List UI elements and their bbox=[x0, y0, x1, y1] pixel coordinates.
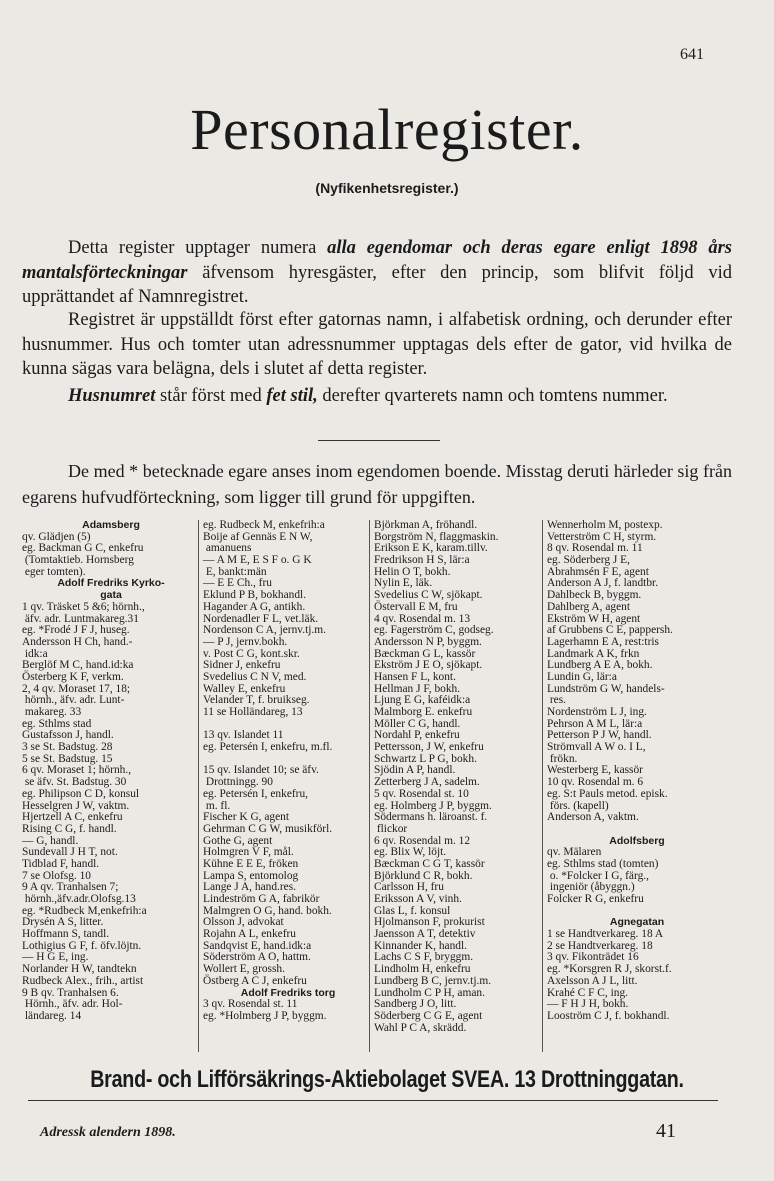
register-entry: Sidner J, enkefru bbox=[203, 659, 281, 672]
register-entry: Björkman A, fröhandl. bbox=[374, 520, 478, 531]
register-entry: Hörnh., äfv. adr. Hol- bbox=[22, 998, 123, 1011]
register-entry: eg. *Holmberg J P, byggm. bbox=[203, 1009, 327, 1022]
street-heading: Adolf Fredriks Kyrko- bbox=[57, 577, 165, 590]
footer-publication: Adressk alendern 1898. bbox=[40, 1125, 176, 1140]
register-entry: Bæckman G L, kassör bbox=[374, 647, 476, 660]
register-entry: eg. *Rudbeck M,enkefrih:a bbox=[22, 904, 147, 917]
register-entry: Lundberg A E A, bokh. bbox=[547, 659, 653, 672]
register-entry: Abrahmsén F E, agent bbox=[547, 565, 649, 578]
register-entry: Erikson E K, karam.tillv. bbox=[374, 542, 488, 555]
register-entry: 10 qv. Rosendal m. 6 bbox=[547, 776, 644, 789]
register-entry: 9 B qv. Tranhalsen 6. bbox=[22, 986, 119, 999]
intro-emphasis: alla egendomar och deras egare enligt 1898 års mantalsförteckningar bbox=[22, 238, 732, 283]
register-entry: Zetterberg J A, sadelm. bbox=[374, 776, 480, 789]
section-divider bbox=[318, 440, 440, 441]
register-entry: Boije af Gennäs E N W, bbox=[203, 530, 313, 543]
register-entry: eg. *Korsgren R J, skorst.f. bbox=[547, 963, 672, 976]
register-entry: eg. S:t Pauls metod. episk. bbox=[547, 787, 668, 800]
register-entry: Andersson H Ch, hand.- bbox=[22, 635, 133, 648]
register-entry: 9 A qv. Tranhalsen 7; bbox=[22, 881, 119, 894]
advertisement-banner: Brand- och Lifförsäkrings-Aktiebolaget SVEA. 13 Drottninggatan. bbox=[90, 1066, 684, 1093]
register-entry: Norlander H W, tandtekn bbox=[22, 963, 137, 976]
page-number: 641 bbox=[680, 46, 704, 63]
street-heading: gata bbox=[100, 589, 122, 602]
register-entry: eg. Fagerström C, godseg. bbox=[374, 624, 494, 637]
register-entry: 3 se St. Badstug. 28 bbox=[22, 741, 113, 754]
street-heading: Adolfsberg bbox=[609, 834, 665, 847]
register-entry: Lagerhamn E A, rest:tris bbox=[547, 635, 659, 648]
register-entry: 8 qv. Rosendal m. 11 bbox=[547, 542, 643, 555]
intro-text: står först med bbox=[155, 386, 267, 406]
register-entry: Nordenadler F L, vet.läk. bbox=[203, 612, 319, 625]
register-entry: Hesselgren J W, vaktm. bbox=[22, 799, 130, 812]
intro-paragraph-2: Registret är uppställdt först efter gatornas namn, i alfabetisk ordning, och derunder efter husnummer. Hus och tomter utan adressnummer upptagas dels efter de gator, vid hvilka de kunna sägas vara belägna, dels i slutet af detta register. bbox=[22, 310, 732, 379]
register-entry: ingeniör (åbyggn.) bbox=[547, 881, 635, 894]
register-entry: Gehrman C G W, musikförl. bbox=[203, 822, 333, 835]
register-column-2 bbox=[198, 520, 373, 1052]
register-entry: Lampa S, entomolog bbox=[203, 869, 299, 882]
register-entry: Anderson A, vaktm. bbox=[547, 811, 639, 824]
intro-text: Detta register upptager numera bbox=[68, 238, 328, 258]
register-entry: eg. Sthlms stad (tomten) bbox=[547, 857, 659, 870]
register-entry: Kühne E E E, fröken bbox=[203, 857, 299, 870]
register-entry: 11 se Holländareg, 13 bbox=[203, 706, 303, 718]
street-heading: Adamsberg bbox=[82, 520, 140, 531]
register-entry: Wollert E, grossh. bbox=[203, 963, 285, 976]
register-entry: frökn. bbox=[547, 752, 578, 765]
intro-text: derefter qvarterets namn och tomtens nummer. bbox=[317, 386, 668, 406]
intro-text: äfvensom hyresgäster, efter den princip, som blifvit följd vid upprättandet af Namnregistret. bbox=[22, 262, 732, 307]
register-entry: 1 se Handtverkareg. 18 A bbox=[547, 928, 664, 941]
register-entry: hörnh., äfv. adr. Lunt- bbox=[22, 694, 125, 707]
intro-paragraph-3 bbox=[22, 384, 732, 409]
register-entry: amanuens bbox=[203, 542, 252, 555]
register-entry: Helin O T, bokh. bbox=[374, 565, 451, 578]
register-entry: makareg. 33 bbox=[22, 706, 82, 718]
register-entry: eg. Söderberg J E, bbox=[547, 554, 630, 567]
register-entry: Svedelius C W, sjökapt. bbox=[374, 589, 483, 602]
register-entry: Björklund C R, bokh. bbox=[374, 869, 473, 882]
register-entry: Holmgren V F, mål. bbox=[203, 846, 294, 859]
register-entry: Dahlberg A, agent bbox=[547, 600, 630, 613]
register-entry: 7 se Olofsg. 10 bbox=[22, 869, 91, 882]
register-entry: Lindholm H, enkefru bbox=[374, 963, 471, 976]
register-entry: 6 qv. Moraset 1; hörnh., bbox=[22, 764, 132, 777]
register-entry: Glas L, f. konsul bbox=[374, 904, 451, 917]
register-entry: Westerberg E, kassör bbox=[547, 764, 643, 777]
register-entry: af Grubbens C E, pappersh. bbox=[547, 624, 673, 637]
street-heading: Agnegatan bbox=[609, 916, 665, 929]
register-entry: Södermans h. läroanst. f. bbox=[374, 811, 488, 824]
register-entry: 5 qv. Rosendal st. 10 bbox=[374, 787, 469, 800]
register-entry: eg. Sthlms stad bbox=[22, 717, 92, 730]
note-paragraph: De med * betecknade egare anses inom egendomen boende. Misstag deruti härleder sig från egarens hufvudförteckning, som ligger till grund för uppgiften. bbox=[22, 461, 732, 507]
register-entry: Rudbeck Alex., frih., artist bbox=[22, 974, 144, 987]
intro-paragraph-1 bbox=[22, 236, 732, 310]
register-entry: Olsson J, advokat bbox=[203, 916, 284, 929]
register-entry: 2 se Handtverkareg. 18 bbox=[547, 939, 653, 952]
register-entry: Looström C J, f. bokhandl. bbox=[547, 1009, 670, 1022]
register-entry: Lundström G W, handels- bbox=[547, 682, 665, 695]
register-entry: Nylin E, läk. bbox=[374, 577, 433, 590]
register-entry: Pehrson A M L, lär:a bbox=[547, 717, 643, 730]
register-entry: Nordenson C A, jernv.tj.m. bbox=[203, 624, 326, 637]
register-entry: Lindeström G A, fabrikör bbox=[203, 893, 320, 905]
register-entry: Östervall E M, fru bbox=[374, 600, 458, 613]
register-entry: Andersson N P, byggm. bbox=[374, 635, 482, 648]
register-entry: v. Post C G, kont.skr. bbox=[203, 647, 300, 660]
register-entry: eger tomten). bbox=[22, 565, 86, 578]
register-entry: 2, 4 qv. Moraset 17, 18; bbox=[22, 682, 131, 695]
register-entry: eg. Rudbeck M, enkefrih:a bbox=[203, 520, 325, 531]
register-entry: Lange J A, hand.res. bbox=[203, 881, 296, 894]
register-entry: Hjolmanson F, prokurist bbox=[374, 916, 485, 929]
register-entry: Nordenström L J, ing. bbox=[547, 706, 647, 718]
register-entry: qv. Glädjen (5) bbox=[22, 530, 91, 543]
register-entry: Malmgren O G, hand. bokh. bbox=[203, 904, 332, 917]
register-entry bbox=[547, 824, 727, 836]
register-entry: 15 qv. Islandet 10; se äfv. bbox=[203, 764, 319, 777]
register-entry: Malmborg E. enkefru bbox=[374, 706, 473, 718]
register-entry: Söderström A O, hattm. bbox=[203, 951, 311, 964]
intro-emphasis: Husnumret bbox=[68, 386, 156, 406]
register-entry: Österberg K F, verkm. bbox=[22, 670, 124, 683]
street-heading: Adolf Fredriks torg bbox=[240, 986, 336, 999]
register-entry: Pettersson, J W, enkefru bbox=[374, 741, 484, 754]
register-column-3 bbox=[369, 520, 546, 1052]
page-subtitle: (Nyfikenhetsregister.) bbox=[315, 180, 459, 196]
register-entry: Borgström N, flaggmaskin. bbox=[374, 530, 499, 543]
register-entry: Ljung E G, kaféidk:a bbox=[374, 694, 471, 707]
register-entry: Östberg A C J, enkefru bbox=[203, 974, 307, 987]
register-entry: 13 qv. Islandet 11 bbox=[203, 729, 284, 742]
register-entry: eg. Philipson C D, konsul bbox=[22, 787, 140, 800]
register-entry: Sundevall J H T, not. bbox=[22, 846, 118, 859]
register-entry: Hjertzell A C, enkefru bbox=[22, 811, 123, 824]
register-entry: — H G E, ing. bbox=[22, 951, 89, 964]
register-entry: äfv. adr. Luntmakareg.31 bbox=[22, 612, 139, 625]
register-entry: Svedelius C N V, med. bbox=[203, 670, 307, 683]
register-entry: Krahé C F C, ing. bbox=[547, 986, 628, 999]
register-entry: Hansen F L, kont. bbox=[374, 670, 456, 683]
register-entry: Drysén A S, litter. bbox=[22, 916, 104, 929]
register-entry: Hoffmann S, tandl. bbox=[22, 928, 110, 941]
register-entry: Rising C G, f. handl. bbox=[22, 822, 117, 835]
register-entry: Anderson A J, f. landtbr. bbox=[547, 577, 659, 590]
register-entry: — F H J H, bokh. bbox=[547, 998, 629, 1011]
register-entry: Carlsson H, fru bbox=[374, 881, 444, 894]
register-entry: eg. Petersén I, enkefru, m.fl. bbox=[203, 741, 333, 754]
register-entry: ländareg. 14 bbox=[22, 1009, 82, 1022]
register-entry: — P J, jernv.bokh. bbox=[203, 635, 288, 648]
register-entry: Folcker R G, enkefru bbox=[547, 893, 644, 905]
register-entry: Ekström W H, agent bbox=[547, 612, 641, 625]
register-entry: Lundholm C P H, aman. bbox=[374, 986, 485, 999]
register-entry: Hagander A G, antikh. bbox=[203, 600, 306, 613]
register-entry: eg. Backman G C, enkefru bbox=[22, 542, 144, 555]
register-entry: Sandqvist E, hand.idk:a bbox=[203, 939, 312, 952]
register-entry: Söderberg C G E, agent bbox=[374, 1009, 483, 1022]
register-entry: Wahl P C A, skrädd. bbox=[374, 1021, 467, 1034]
register-entry: 4 qv. Rosendal m. 13 bbox=[374, 612, 471, 625]
register-entry: m. fl. bbox=[203, 799, 231, 812]
register-entry: Hellman J F, bokh. bbox=[374, 682, 461, 695]
register-entry: Petterson P J W, handl. bbox=[547, 729, 652, 742]
register-entry: Ekström J E O, sjökapt. bbox=[374, 659, 483, 672]
register-entry: Sjödin A P, handl. bbox=[374, 764, 456, 777]
register-entry: Rojahn A L, enkefru bbox=[203, 928, 297, 941]
register-entry: o. *Folcker I G, färg., bbox=[547, 869, 649, 882]
register-column-1 bbox=[22, 520, 200, 1052]
register-entry: 1 qv. Träsket 5 &6; hörnh., bbox=[22, 600, 145, 613]
register-entry: Schwartz L P G, bokh. bbox=[374, 752, 477, 765]
register-entry: Axelsson A J L, litt. bbox=[547, 974, 638, 987]
register-entry: E, bankt:män bbox=[203, 565, 267, 578]
register-entry: Eriksson A V, vinh. bbox=[374, 893, 462, 905]
register-entry: eg. *Frodé J F J, huseg. bbox=[22, 624, 130, 637]
register-entry: Wennerholm M, postexp. bbox=[547, 520, 663, 531]
register-entry: eg. Petersén I, enkefru, bbox=[203, 787, 309, 800]
footer-divider bbox=[28, 1100, 718, 1101]
register-entry: — A M E, E S F o. G K bbox=[203, 554, 312, 567]
register-entry: Tidblad F, handl. bbox=[22, 857, 100, 870]
page-title: Personalregister. bbox=[190, 97, 584, 162]
register-entry: eg. Holmberg J P, byggm. bbox=[374, 799, 492, 812]
register-entry: res. bbox=[547, 694, 566, 707]
register-entry: förs. (kapell) bbox=[547, 799, 609, 812]
intro-emphasis: fet stil, bbox=[266, 386, 318, 406]
register-entry: idk:a bbox=[22, 647, 48, 660]
register-entry: se äfv. St. Badstug. 30 bbox=[22, 776, 127, 789]
register-entry: Walley E, enkefru bbox=[203, 682, 286, 695]
register-entry: Landmark A K, frkn bbox=[547, 647, 640, 660]
register-entry: qv. Mälaren bbox=[547, 846, 602, 859]
register-entry: Eklund P B, bokhandl. bbox=[203, 589, 307, 602]
register-entry: hörnh.,äfv.adr.Olofsg.13 bbox=[22, 893, 136, 905]
register-entry: flickor bbox=[374, 822, 408, 835]
register-entry: Velander T, f. bruikseg. bbox=[203, 694, 310, 707]
register-entry: Kinnander K, handl. bbox=[374, 939, 467, 952]
register-entry: Dahlbeck B, byggm. bbox=[547, 589, 642, 602]
register-column-4 bbox=[542, 520, 727, 1052]
register-entry: Lothigius G F, f. öfv.löjtn. bbox=[22, 939, 142, 952]
register-entry: (Tomtaktieb. Hornsberg bbox=[22, 554, 134, 567]
register-entry: 3 qv. Rosendal st. 11 bbox=[203, 998, 298, 1011]
register-entry: — E E Ch., fru bbox=[203, 577, 272, 590]
register-entry: Berglöf M C, hand.id:ka bbox=[22, 659, 134, 672]
register-entry: 5 se St. Badstug. 15 bbox=[22, 752, 113, 765]
register-entry: Gustafsson J, handl. bbox=[22, 729, 114, 742]
footer-page-number: 41 bbox=[656, 1120, 676, 1142]
register-entry: Fischer K G, agent bbox=[203, 811, 290, 824]
register-entry: Lachs C S F, bryggm. bbox=[374, 951, 474, 964]
register-entry: 3 qv. Fikonträdet 16 bbox=[547, 951, 639, 964]
register-entry: — G, handl. bbox=[22, 834, 79, 847]
register-entry: Sandberg J O, litt. bbox=[374, 998, 457, 1011]
register-entry: eg. Blix W, löjt. bbox=[374, 846, 447, 859]
register-entry: Drottningg. 90 bbox=[203, 776, 273, 789]
register-entry: Lundberg B C, jernv.tj.m. bbox=[374, 974, 492, 987]
register-entry: Jaensson A T, detektiv bbox=[374, 928, 476, 941]
register-entry: Strömvall A W o. I L, bbox=[547, 741, 646, 754]
register-entry: Nordahl P, enkefru bbox=[374, 729, 460, 742]
register-entry: Möller C G, handl. bbox=[374, 717, 461, 730]
register-entry: Bæckman C G T, kassör bbox=[374, 857, 485, 870]
register-entry: Lundin G, lär:a bbox=[547, 670, 617, 683]
register-entry: Vetterström C H, styrm. bbox=[547, 530, 657, 543]
register-entry: 6 qv. Rosendal m. 12 bbox=[374, 834, 471, 847]
register-entry: Gothe G, agent bbox=[203, 834, 273, 847]
register-entry: Fredrikson H S, lär:a bbox=[374, 554, 470, 567]
